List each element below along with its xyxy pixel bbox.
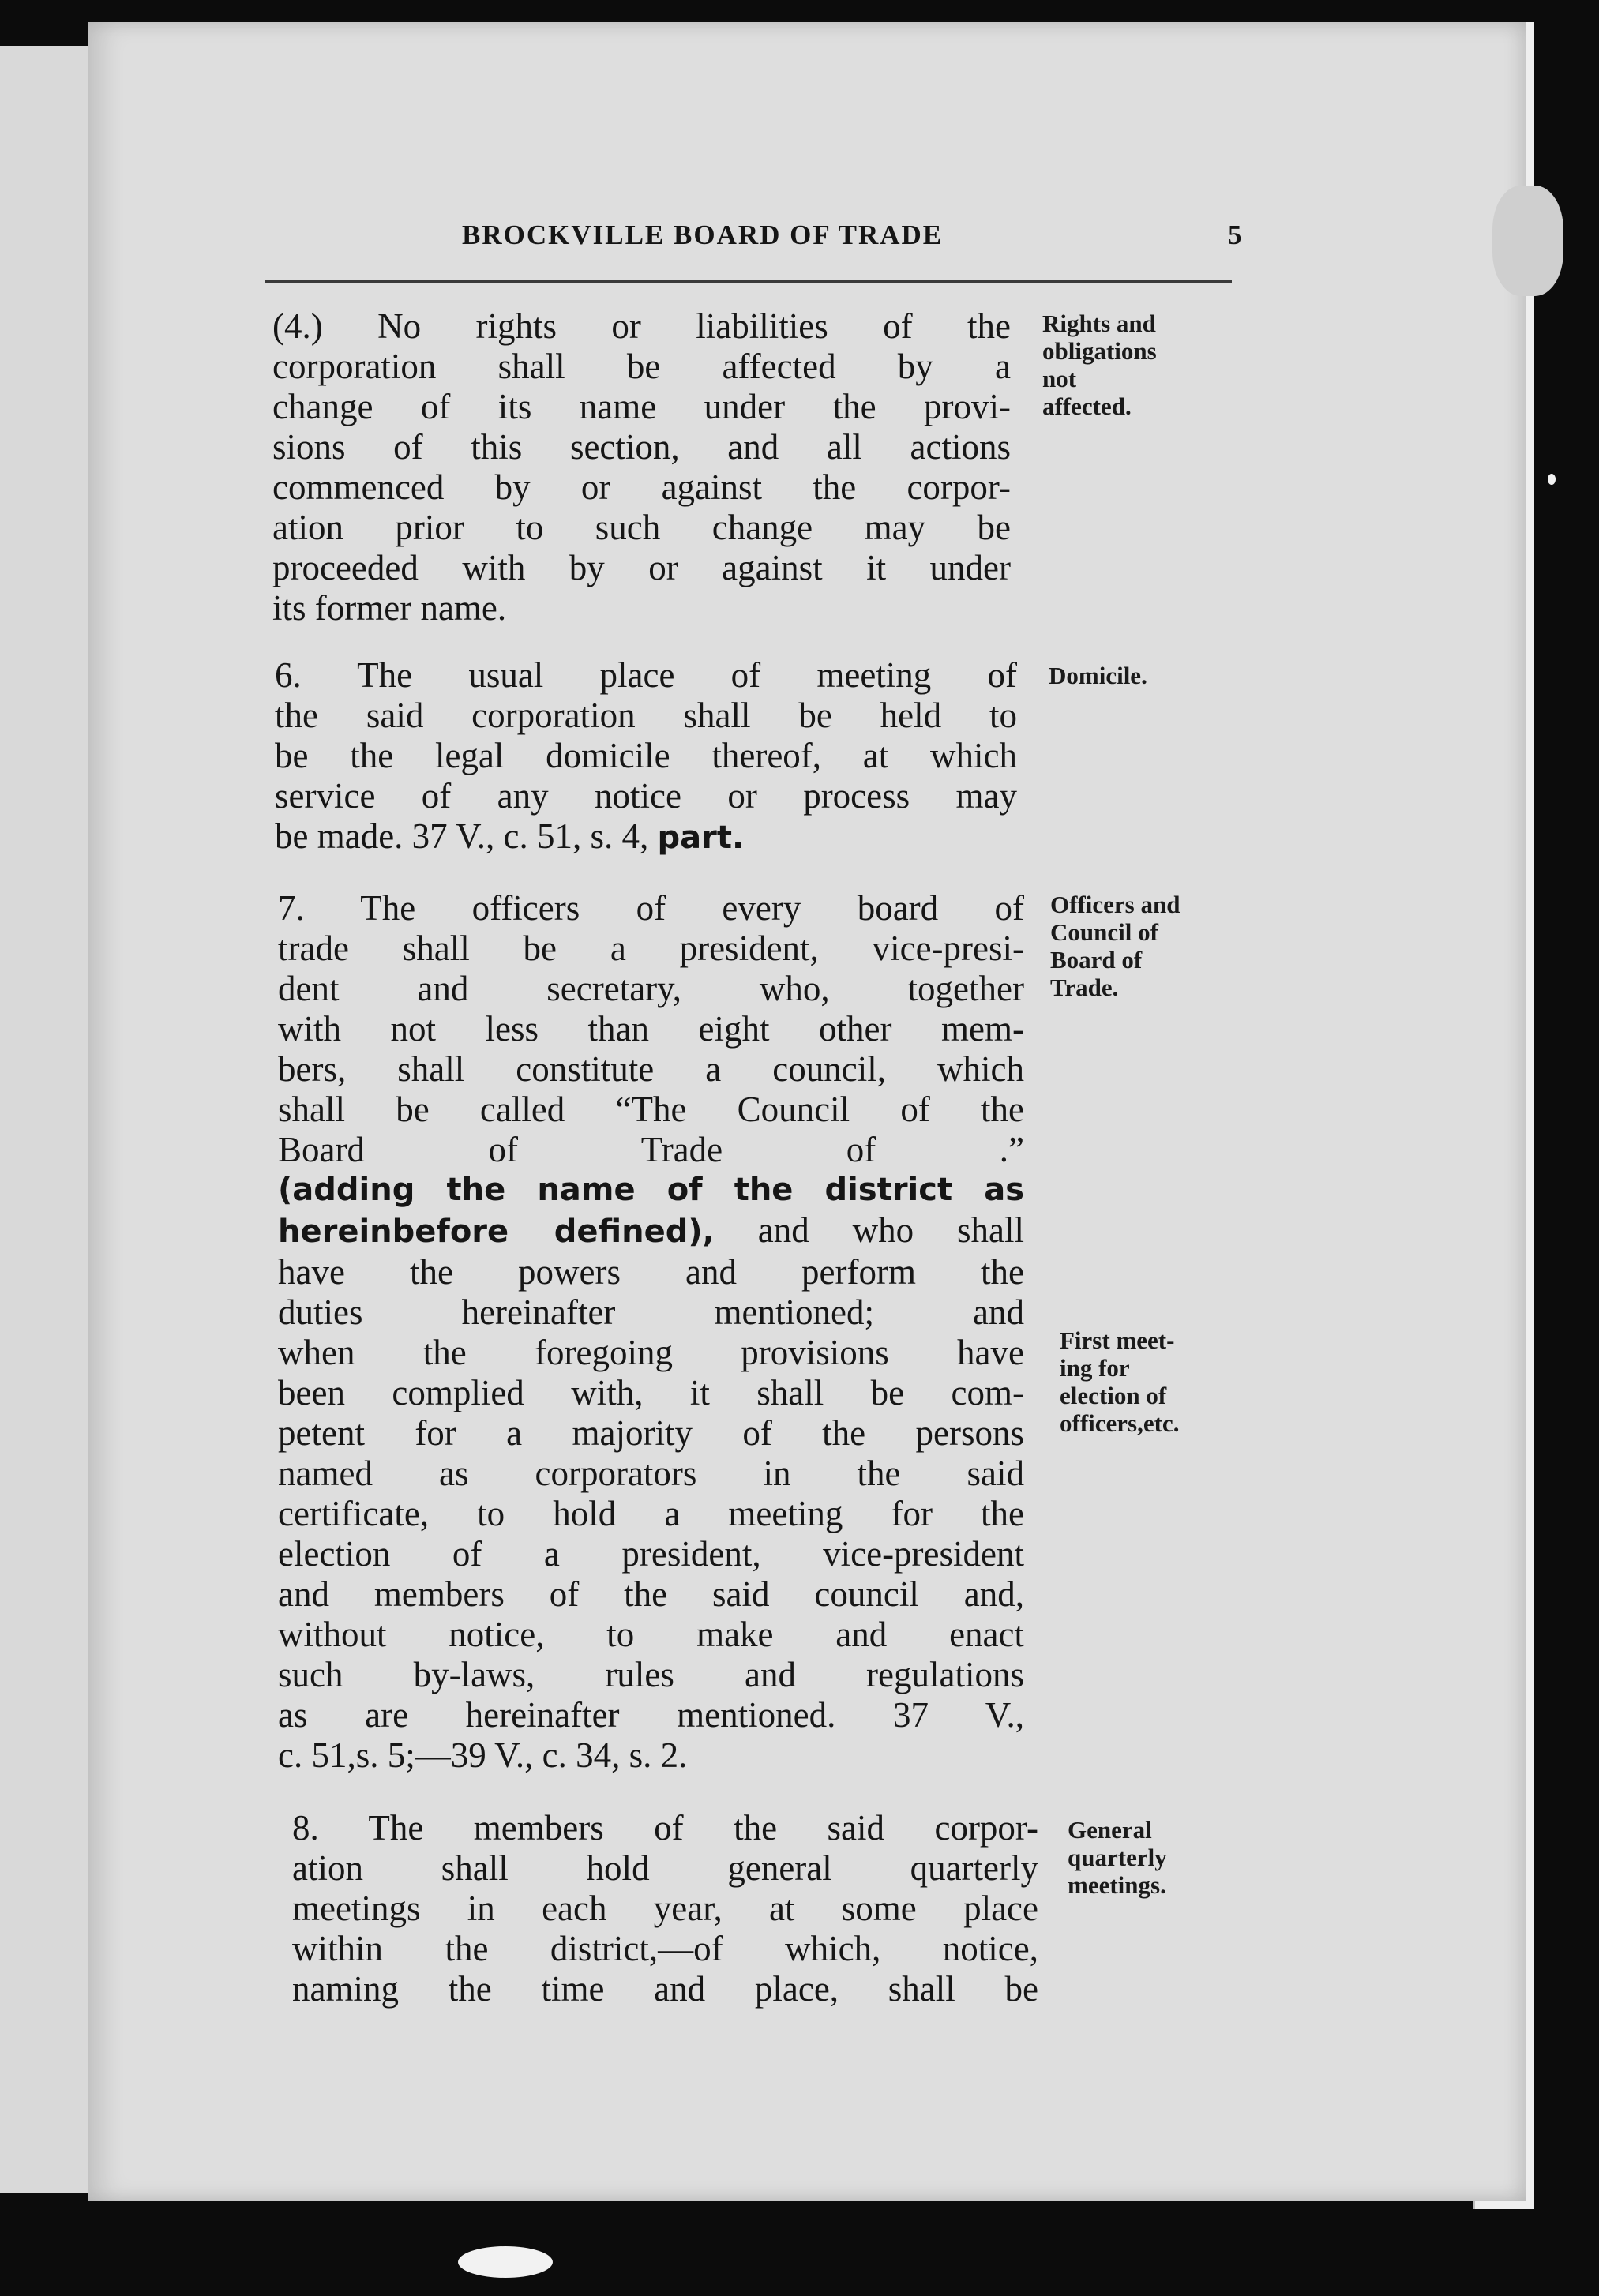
text-line: without notice, to make and enact [278, 1615, 1024, 1654]
text-line: c. 51,s. 5;—39 V., c. 34, s. 2. [278, 1735, 688, 1775]
text-line: service of any notice or process may [275, 776, 1017, 816]
text-line: ation shall hold general quarterly [292, 1848, 1038, 1888]
text-line: named as corporators in the said [278, 1454, 1024, 1493]
margin-note-line: not [1042, 365, 1077, 392]
text-line: its former name. [272, 588, 507, 628]
text-line: commenced by or against the corpor- [272, 467, 1011, 507]
text-line: change of its name under the provi- [272, 387, 1011, 426]
text-line: 8. The members of the said corpor- [292, 1808, 1038, 1848]
text-line: proceeded with by or against it under [272, 548, 1011, 587]
text-line: when the foregoing provisions have [278, 1333, 1024, 1372]
text-line: 7. The officers of every board of [278, 888, 1024, 928]
margin-note-domicile [1049, 662, 1147, 689]
text-line: be the legal domicile thereof, at which [275, 736, 1017, 775]
text-line: within the district,—of which, notice, [292, 1929, 1038, 1968]
bold-fragment: hereinbefore defined), [278, 1214, 715, 1250]
text-line-bold: (adding the name of the district as [278, 1172, 1024, 1208]
margin-note-line: Board of [1050, 946, 1143, 974]
text-line: been complied with, it shall be com- [278, 1373, 1024, 1412]
margin-note-line: quarterly [1068, 1844, 1167, 1871]
citation-bold: part. [657, 820, 745, 856]
text-line: with not less than eight other mem- [278, 1009, 1024, 1049]
page-number: 5 [1228, 219, 1242, 250]
scan-artifact [1548, 474, 1556, 485]
text-line: trade shall be a president, vice-presi- [278, 929, 1024, 968]
text-line: petent for a majority of the persons [278, 1413, 1024, 1453]
paragraph-7 [278, 888, 1024, 1776]
running-header: BROCKVILLE BOARD OF TRADE [462, 219, 944, 250]
text-line: have the powers and perform the [278, 1252, 1024, 1292]
text-line: duties hereinafter mentioned; and [278, 1292, 1024, 1332]
margin-note-line: Council of [1050, 918, 1158, 946]
margin-note-line: officers,etc. [1060, 1409, 1180, 1437]
margin-note-line: Officers and [1050, 891, 1180, 918]
text-line: 6. The usual place of meeting of [275, 655, 1017, 695]
margin-note-general-meetings [1068, 1816, 1167, 1899]
text-line [275, 816, 1017, 858]
text-line: election of a president, vice-president [278, 1534, 1024, 1574]
text-line: dent and secretary, who, together [278, 969, 1024, 1008]
margin-note-line: Rights and [1042, 310, 1156, 337]
margin-note-officers [1050, 891, 1180, 1001]
margin-note-line: affected. [1042, 392, 1132, 420]
text-line: sions of this section, and all actions [272, 427, 1011, 467]
text-line: (4.) No rights or liabilities of the [272, 306, 1011, 346]
text-line [278, 1210, 1024, 1252]
text-line: naming the time and place, shall be [292, 1969, 1038, 2009]
scan-artifact [1492, 186, 1563, 296]
text-fragment: and who shall [757, 1210, 1024, 1250]
scan-artifact [458, 2246, 553, 2278]
margin-note-first-meeting [1060, 1326, 1179, 1437]
margin-note-line: General [1068, 1816, 1152, 1844]
margin-note-line: obligations [1042, 337, 1157, 365]
text-line: certificate, to hold a meeting for the [278, 1494, 1024, 1533]
header-rule [265, 280, 1232, 283]
text-line: the said corporation shall be held to [275, 696, 1017, 735]
text-line: bers, shall constitute a council, which [278, 1049, 1024, 1089]
text-line: shall be called “The Council of the [278, 1090, 1024, 1129]
text-line: ation prior to such change may be [272, 508, 1011, 547]
margin-note-rights [1042, 310, 1157, 420]
citation: be made. 37 V., c. 51, s. 4, [275, 816, 649, 856]
margin-note-line: ing for [1060, 1354, 1130, 1382]
margin-note-line: First meet- [1060, 1326, 1175, 1354]
paragraph-6 [275, 655, 1017, 858]
paragraph-8 [292, 1808, 1038, 2009]
margin-note-line: election of [1060, 1382, 1167, 1409]
text-line: as are hereinafter mentioned. 37 V., [278, 1695, 1024, 1735]
paragraph-4 [272, 306, 1011, 628]
text-line: and members of the said council and, [278, 1574, 1024, 1614]
text-line: Board of Trade of .” [278, 1130, 1024, 1169]
margin-note-line: Trade. [1050, 974, 1119, 1001]
margin-note-line: meetings. [1068, 1871, 1166, 1899]
text-line: meetings in each year, at some place [292, 1889, 1038, 1928]
text-line: such by-laws, rules and regulations [278, 1655, 1024, 1694]
margin-note-line: Domicile. [1049, 662, 1147, 689]
text-line: corporation shall be affected by a [272, 347, 1011, 386]
